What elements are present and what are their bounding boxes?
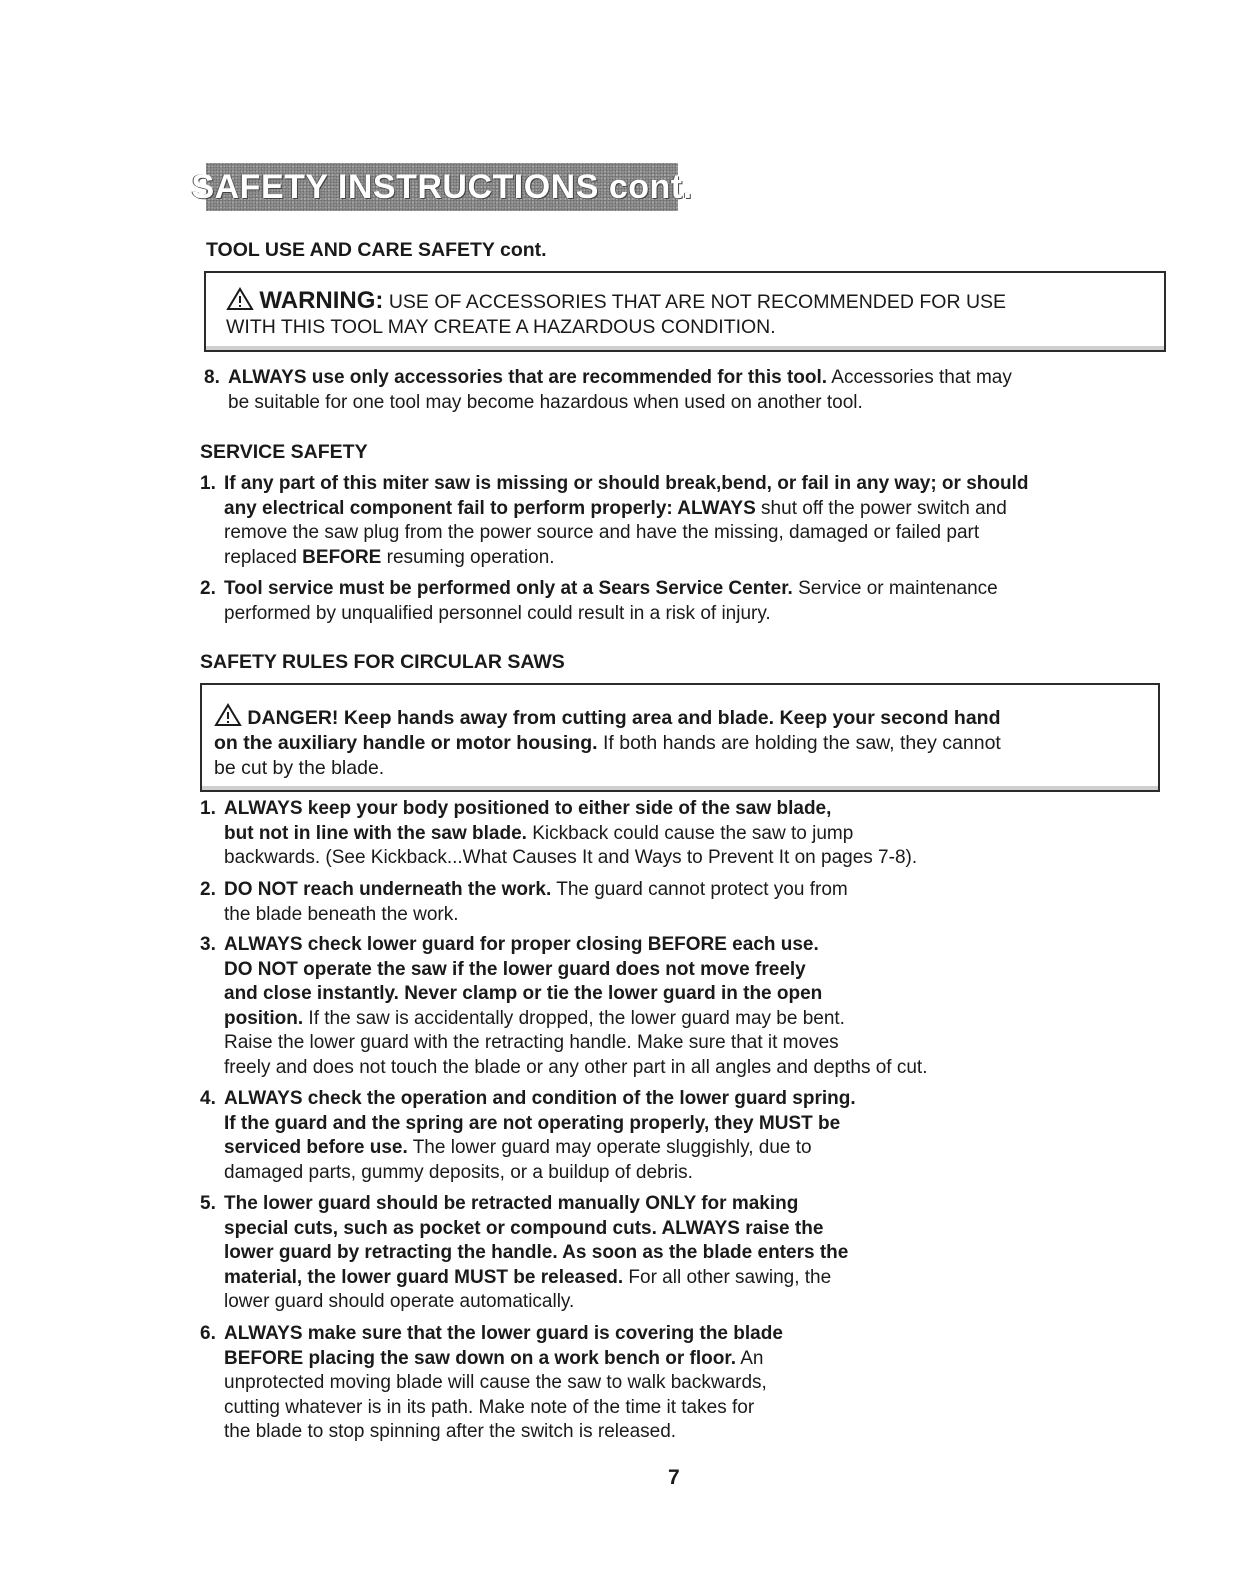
saw-item-4-bold: ALWAYS check the operation and condition of the lower guard spring.: [224, 1088, 856, 1109]
service-item-1-text-3: replaced: [224, 546, 303, 568]
warning-triangle-icon: [214, 703, 242, 727]
service-safety-heading: SERVICE SAFETY: [200, 441, 368, 463]
saw-item-3-bold-2: DO NOT operate the saw if the lower guard does not move freely: [224, 958, 806, 980]
saw-item-2-text-2: the blade beneath the work.: [224, 903, 459, 925]
warning-box: [204, 271, 1166, 352]
item-8: [204, 366, 1184, 415]
item-number: 4.: [200, 1088, 216, 1109]
saw-item-5-bold-2: special cuts, such as pocket or compound cuts. ALWAYS raise the: [224, 1217, 824, 1239]
saw-item-6-text: An: [736, 1347, 764, 1369]
saw-item-4: [200, 1087, 1140, 1185]
warning-triangle-icon: [226, 287, 254, 311]
item-number: 3.: [200, 934, 216, 955]
item-number: 2.: [200, 578, 216, 599]
warning-label: WARNING:: [259, 287, 384, 314]
page-number: 7: [668, 1466, 680, 1489]
service-item-1: [200, 472, 1180, 570]
item-number: 2.: [200, 879, 216, 900]
warning-text: [226, 287, 1156, 340]
saw-item-5-text-2: lower guard should operate automatically.: [224, 1291, 575, 1313]
saw-item-5-bold-3: lower guard by retracting the handle. As soon as the blade enters the: [224, 1242, 849, 1264]
banner-title: SAFETY INSTRUCTIONS cont.: [191, 167, 693, 206]
service-item-2-text: Service or maintenance: [792, 578, 998, 599]
saw-item-6-text-3: cutting whatever is in its path. Make note of the time it takes for: [224, 1396, 755, 1418]
saw-item-4-text: The lower guard may operate sluggishly, due to: [407, 1137, 812, 1159]
saw-item-2: [200, 878, 1140, 927]
service-item-1-text-4: resuming operation.: [381, 546, 555, 568]
saw-item-4-bold-2: If the guard and the spring are not operating properly, they MUST be: [224, 1112, 841, 1134]
saw-item-3-bold: ALWAYS check lower guard for proper closing BEFORE each use.: [224, 934, 819, 955]
saw-item-5-bold: The lower guard should be retracted manually ONLY for making: [224, 1193, 799, 1214]
saw-item-3-text: If the saw is accidentally dropped, the lower guard may be bent.: [303, 1007, 845, 1029]
saw-item-5: [200, 1192, 1140, 1315]
danger-text-2: If both hands are holding the saw, they cannot: [597, 732, 1001, 754]
saw-item-3-bold-4: position.: [224, 1007, 304, 1029]
saw-item-3: [200, 933, 1140, 1081]
saw-item-1-text-2: backwards. (See Kickback...What Causes It and Ways to Prevent It on pages 7-8).: [224, 847, 918, 869]
item-8-text: Accessories that may: [827, 367, 1012, 388]
saw-item-3-text-3: freely and does not touch the blade or any other part in all angles and depths of cut.: [224, 1056, 928, 1078]
saw-item-6: [200, 1322, 1140, 1445]
danger-text-3: be cut by the blade.: [214, 757, 385, 779]
saw-item-4-bold-3: serviced before use.: [224, 1137, 408, 1159]
danger-box: [200, 683, 1160, 792]
tool-use-heading: TOOL USE AND CARE SAFETY cont.: [206, 239, 547, 261]
item-8-text-cont: be suitable for one tool may become hazardous when used on another tool.: [228, 391, 863, 413]
item-number: 1.: [200, 798, 216, 819]
saw-item-5-text: For all other sawing, the: [623, 1266, 832, 1288]
warning-line2: WITH THIS TOOL MAY CREATE A HAZARDOUS CONDITION.: [226, 316, 776, 338]
service-item-1-bold: If any part of this miter saw is missing or should break,bend, or fail in any way; or should: [224, 473, 1029, 494]
service-item-1-text: shut off the power switch and: [755, 497, 1007, 519]
item-number: 8.: [204, 367, 220, 388]
service-item-2-text-2: performed by unqualified personnel could result in a risk of injury.: [224, 602, 771, 624]
item-number: 1.: [200, 473, 216, 494]
warning-line1: USE OF ACCESSORIES THAT ARE NOT RECOMMENDED FOR USE: [388, 291, 1007, 313]
circular-saws-heading: SAFETY RULES FOR CIRCULAR SAWS: [200, 651, 565, 673]
saw-item-4-text-2: damaged parts, gummy deposits, or a buildup of debris.: [224, 1161, 693, 1183]
saw-item-2-bold: DO NOT reach underneath the work.: [224, 879, 552, 900]
danger-text: [214, 703, 1144, 781]
saw-item-1-bold: ALWAYS keep your body positioned to either side of the saw blade,: [224, 798, 832, 819]
section-banner: [191, 163, 693, 211]
service-item-2: [200, 577, 1180, 626]
saw-item-6-bold-2: BEFORE placing the saw down on a work bench or floor.: [224, 1347, 736, 1369]
danger-bold: DANGER! Keep hands away from cutting area and blade. Keep your second hand: [247, 707, 1001, 729]
danger-bold-2: on the auxiliary handle or motor housing.: [214, 732, 598, 754]
item-number: 5.: [200, 1193, 216, 1214]
saw-item-5-bold-4: material, the lower guard MUST be released.: [224, 1266, 624, 1288]
saw-item-6-bold: ALWAYS make sure that the lower guard is covering the blade: [224, 1323, 783, 1344]
service-item-1-before: BEFORE: [302, 546, 382, 568]
saw-item-3-text-2: Raise the lower guard with the retracting handle. Make sure that it moves: [224, 1032, 839, 1054]
saw-item-3-bold-3: and close instantly. Never clamp or tie the lower guard in the open: [224, 983, 823, 1005]
saw-item-6-text-2: unprotected moving blade will cause the saw to walk backwards,: [224, 1372, 767, 1394]
service-item-1-bold-2: any electrical component fail to perform properly: ALWAYS: [224, 497, 756, 519]
saw-item-1-text: Kickback could cause the saw to jump: [526, 822, 854, 844]
item-8-bold: ALWAYS use only accessories that are recommended for this tool.: [228, 367, 828, 388]
service-item-1-text-2: remove the saw plug from the power source and have the missing, damaged or failed part: [224, 522, 980, 544]
saw-item-1: [200, 797, 1140, 871]
saw-item-2-text: The guard cannot protect you from: [551, 879, 848, 900]
service-item-2-bold: Tool service must be performed only at a Sears Service Center.: [224, 578, 793, 599]
saw-item-1-bold-2: but not in line with the saw blade.: [224, 822, 527, 844]
saw-item-6-text-4: the blade to stop spinning after the switch is released.: [224, 1421, 677, 1443]
item-number: 6.: [200, 1323, 216, 1344]
